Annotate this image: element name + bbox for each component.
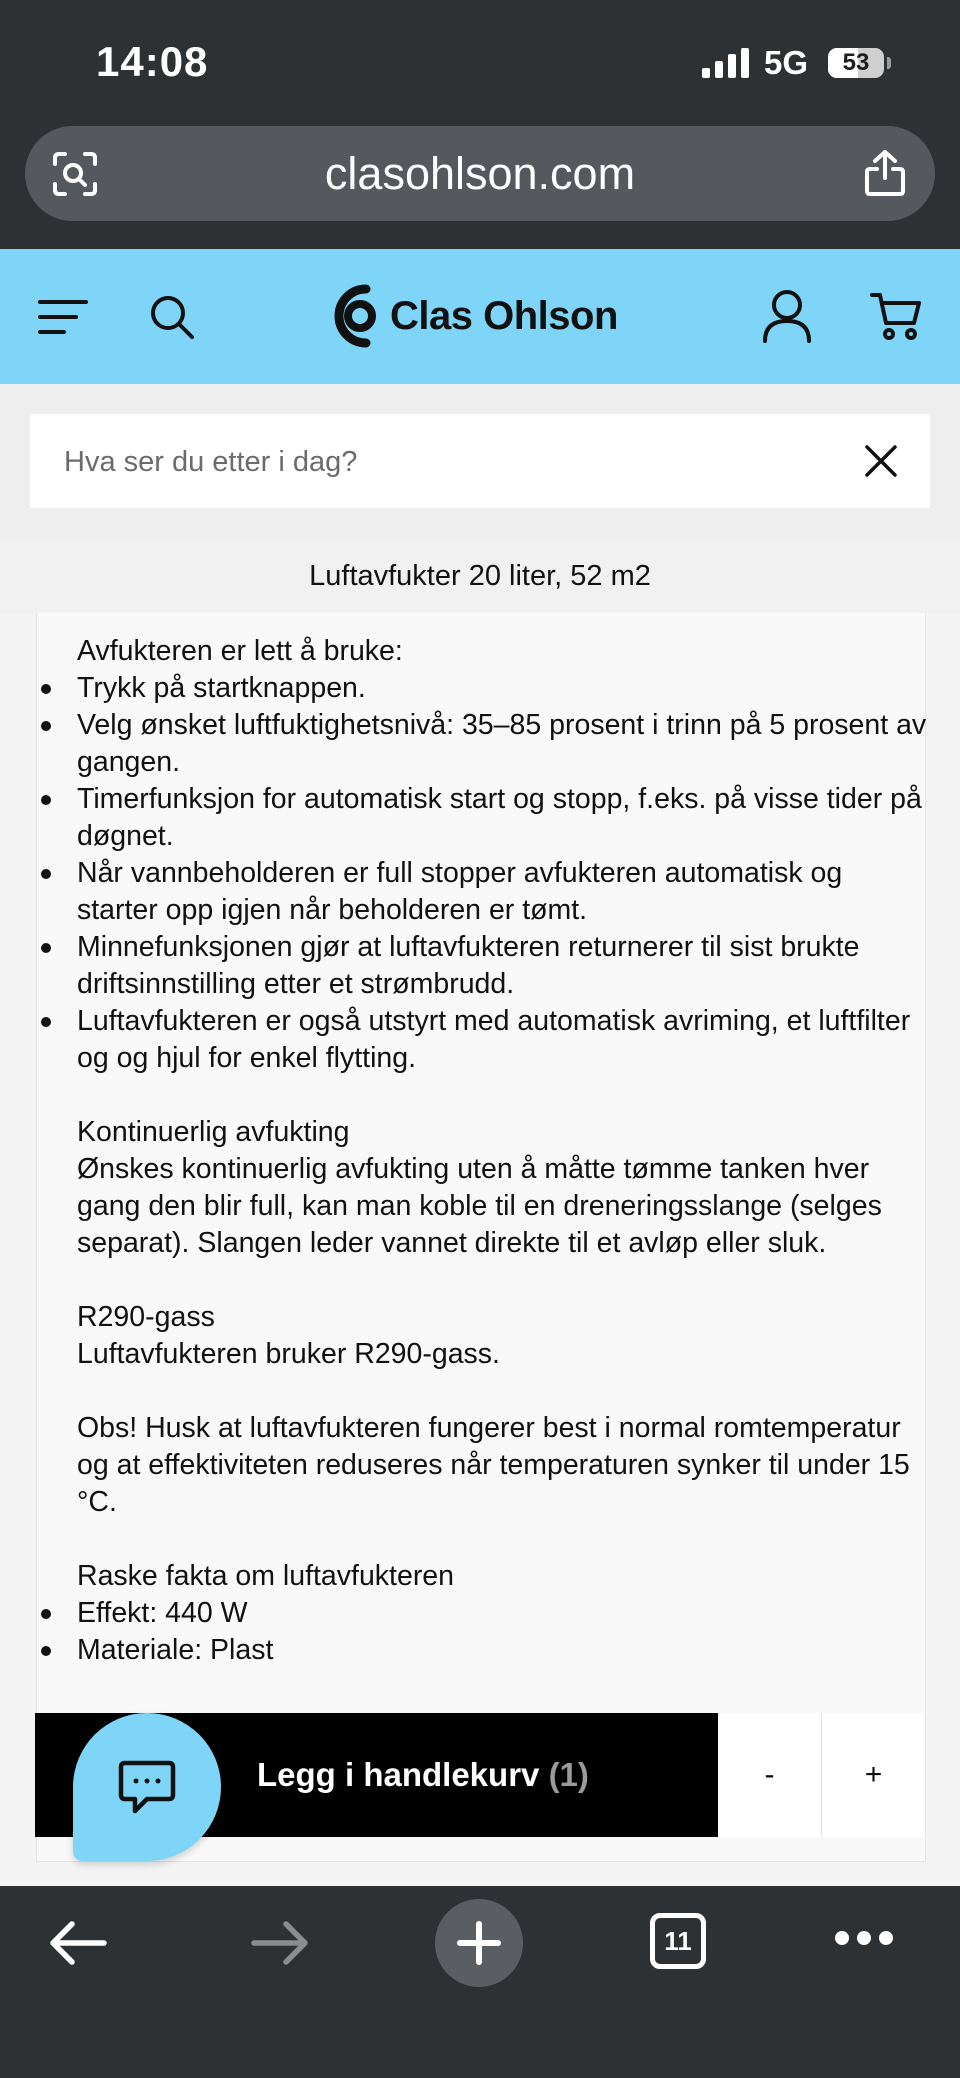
url-text[interactable]: clasohlson.com xyxy=(324,148,636,199)
quantity-decrease-button[interactable]: - xyxy=(718,1713,823,1837)
search-icon[interactable] xyxy=(148,293,196,341)
list-item: Effekt: 440 W xyxy=(77,1595,927,1632)
new-tab-button[interactable] xyxy=(435,1899,523,1987)
spacer xyxy=(77,1262,927,1299)
plus-icon xyxy=(456,1920,502,1966)
site-header xyxy=(0,249,960,384)
continuous-heading: Kontinuerlig avfukting xyxy=(77,1116,350,1148)
browser-bottom-toolbar xyxy=(0,1886,960,2078)
spacer xyxy=(77,1373,927,1410)
chat-button[interactable] xyxy=(73,1713,221,1861)
battery-level: 53 xyxy=(842,49,870,76)
list-item: Når vannbeholderen er full stopper avfukteren automatisk og starter opp igjen når beholderen er tømt. xyxy=(77,855,927,929)
quantity-increase-button[interactable]: + xyxy=(822,1713,925,1837)
close-icon[interactable] xyxy=(864,444,898,478)
status-time: 14:08 xyxy=(96,38,209,85)
account-icon[interactable] xyxy=(762,289,812,343)
list-item: Minnefunksjonen gjør at luftavfukteren returnerer til sist brukte driftsinnstilling etter et strømbrudd. xyxy=(77,929,927,1003)
list-item: Luftavfukteren er også utstyrt med automatisk avriming, et luftfilter og og hjul for enkel flytting. xyxy=(77,1003,927,1077)
temperature-note: Obs! Husk at luftavfukteren fungerer best i normal romtemperatur og at effektiviteten reduseres når temperaturen synker til under 15 °C. xyxy=(77,1412,910,1518)
battery-tip xyxy=(887,57,891,69)
search-section xyxy=(0,384,960,539)
search-box[interactable] xyxy=(30,414,930,508)
network-type: 5G xyxy=(764,44,809,81)
list-item: Trykk på startknappen. xyxy=(77,670,927,707)
gas-heading: R290-gass xyxy=(77,1301,215,1333)
usage-intro: Avfukteren er lett å bruke: xyxy=(77,635,403,667)
battery-icon xyxy=(828,48,884,78)
add-to-cart-text: Legg i handlekurv xyxy=(257,1756,540,1793)
address-bar[interactable] xyxy=(25,126,935,221)
usage-list xyxy=(77,670,927,1077)
chat-icon xyxy=(117,1759,177,1815)
list-item: Velg ønsket luftfuktighetsnivå: 35–85 prosent i trinn på 5 prosent av gangen. xyxy=(77,707,927,781)
cellular-signal-icon xyxy=(702,48,752,78)
clas-ohlson-logo-icon xyxy=(330,283,382,349)
cart-count: (1) xyxy=(548,1756,589,1793)
facts-heading: Raske fakta om luftavfukteren xyxy=(77,1560,455,1592)
browser-top-chrome xyxy=(0,0,960,249)
more-dots-icon[interactable] xyxy=(834,1930,894,1946)
product-title: Luftavfukter 20 liter, 52 m2 xyxy=(0,539,960,613)
menu-icon[interactable] xyxy=(38,299,88,335)
add-to-cart-label xyxy=(257,1713,589,1837)
share-icon[interactable] xyxy=(861,148,909,198)
brand-logo[interactable] xyxy=(330,283,618,349)
spacer xyxy=(77,1077,927,1114)
gas-text: Luftavfukteren bruker R290-gass. xyxy=(77,1338,500,1370)
forward-arrow-icon[interactable] xyxy=(250,1920,310,1966)
back-arrow-icon[interactable] xyxy=(48,1920,108,1966)
facts-list xyxy=(77,1595,927,1669)
list-item: Materiale: Plast xyxy=(77,1632,927,1669)
continuous-text: Ønskes kontinuerlig avfukting uten å måtte tømme tanken hver gang den blir full, kan man koble til en dreneringsslange (selges separat). Slangen leder vannet direkte til et avløp eller sluk. xyxy=(77,1153,882,1259)
spacer xyxy=(77,1521,927,1558)
product-description-card xyxy=(36,613,926,1862)
brand-name: Clas Ohlson xyxy=(390,293,618,338)
product-description xyxy=(37,633,927,1669)
search-input[interactable] xyxy=(62,414,846,510)
tab-switcher-button[interactable]: 11 xyxy=(650,1913,706,1969)
cart-icon[interactable] xyxy=(870,291,922,341)
list-item: Timerfunksjon for automatisk start og stopp, f.eks. på visse tider på døgnet. xyxy=(77,781,927,855)
